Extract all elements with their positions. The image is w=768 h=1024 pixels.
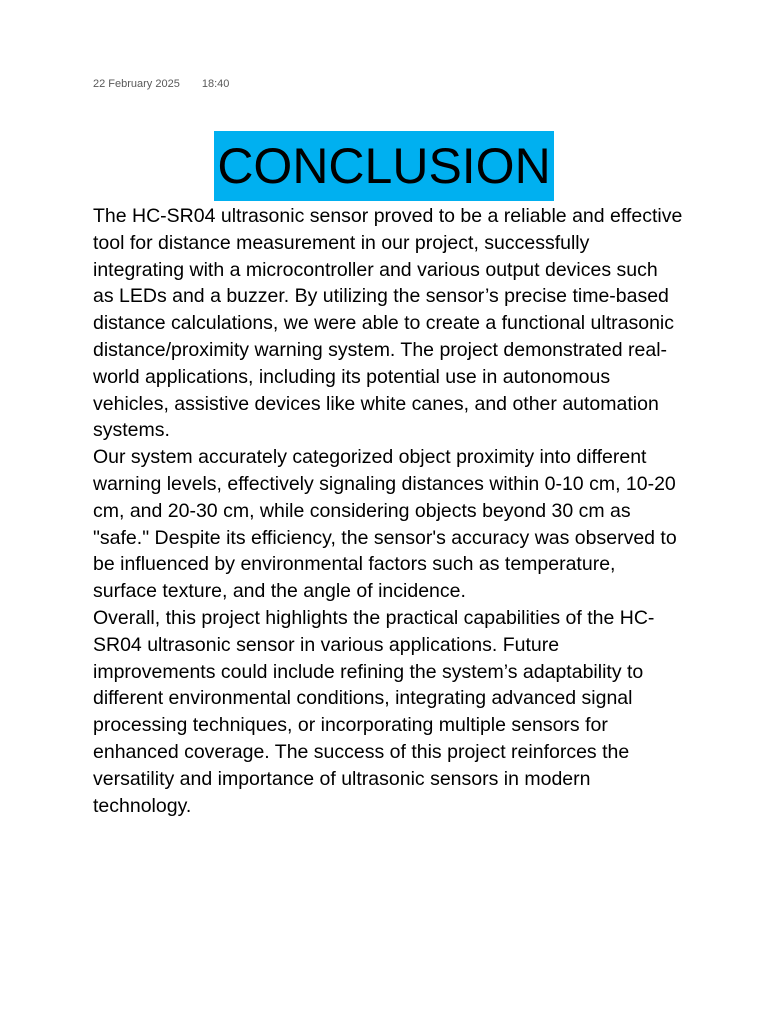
page-title: CONCLUSION [214,131,553,201]
body-text [93,203,683,819]
paragraph-2: Our system accurately categorized object proximity into different warning levels, effectively signaling distances within 0-10 cm, 10-20 cm, and 20-30 cm, while considering objects beyond 30 cm as "safe." Despite its efficiency, the sensor's accuracy was observed to be influenced by environmental factors such as temperature, surface texture, and the angle of incidence. [93,446,677,603]
title-container [0,131,768,201]
paragraph-1: The HC-SR04 ultrasonic sensor proved to be a reliable and effective tool for distance measurement in our project, successfully integrating with a microcontroller and various output devices such as LEDs and a buzzer. By utilizing the sensor’s precise time-based distance calculations, we were able to create a functional ultrasonic distance/proximity warning system. The project demonstrated real-world applications, including its potential use in autonomous vehicles, assistive devices like white canes, and other automation systems. [93,205,683,442]
note-date: 22 February 2025 [93,78,180,90]
note-timestamp [93,78,229,90]
note-time: 18:40 [201,78,230,90]
paragraph-3: Overall, this project highlights the practical capabilities of the HC-SR04 ultrasonic sensor in various applications. Future improvements could include refining the system’s adaptability to different environmental conditions, integrating advanced signal processing techniques, or incorporating multiple sensors for enhanced coverage. The success of this project reinforces the versatility and importance of ultrasonic sensors in modern technology. [93,606,655,817]
